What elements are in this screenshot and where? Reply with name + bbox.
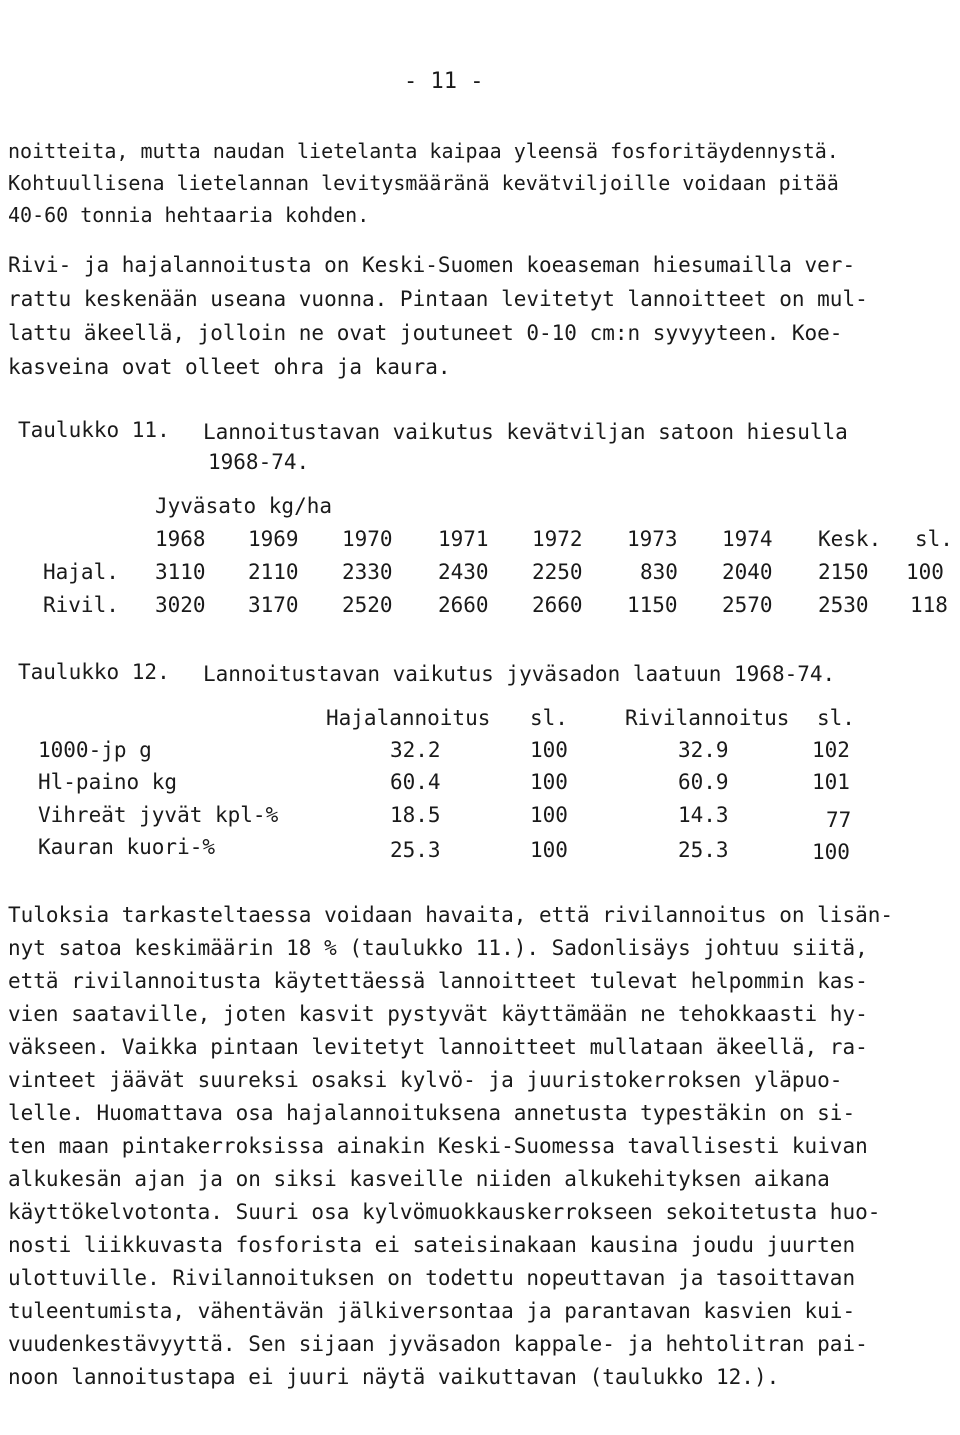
table-cell: 14.3 [678,803,729,827]
body-line: ulottuville. Rivilannoituksen on todettu nopeuttavan ja tasoittavan [8,1266,856,1290]
body-line: rattu keskenään useana vuonna. Pintaan levitetyt lannoitteet on mul- [8,287,868,311]
table-cell: 18.5 [390,803,441,827]
body-line: että rivilannoitusta käytettäessä lannoitteet tulevat helpommin kas- [8,969,868,993]
table-cell: 2520 [342,593,393,617]
table-cell: 2250 [532,560,583,584]
body-line: alkukesän ajan ja on siksi kasveille niiden alkukehityksen aikana [8,1167,830,1191]
table-header-cell: 1969 [248,527,299,551]
table-row-label: 1000-jp g [38,738,152,762]
table-cell: 3170 [248,593,299,617]
table-cell: 2040 [722,560,773,584]
table-header-cell: sl. [915,527,953,551]
table-12-title: Lannoitustavan vaikutus jyväsadon laatuun 1968-74. [203,662,836,686]
intro-line: Kohtuullisena lietelannan levitysmääränä kevätviljoille voidaan pitää [8,171,839,195]
table-cell: 2570 [722,593,773,617]
table-header-cell: sl. [530,706,568,730]
table-row-label: Rivil. [43,593,119,617]
body-line: väkseen. Vaikka pintaan levitetyt lannoitteet mullataan äkeellä, ra- [8,1035,868,1059]
table-cell: 2430 [438,560,489,584]
body-line: kasveina ovat olleet ohra ja kaura. [8,355,451,379]
table-header-cell: 1972 [532,527,583,551]
body-line: ten maan pintakerroksissa ainakin Keski-Suomessa tavallisesti kuivan [8,1134,868,1158]
table-header-cell: Kesk. [818,527,882,551]
table-cell: 3110 [155,560,206,584]
table-header-cell: 1968 [155,527,206,551]
table-cell: 100 [530,770,568,794]
table-cell: 32.9 [678,738,729,762]
body-line: lattu äkeellä, jolloin ne ovat joutuneet 0-10 cm:n syvyyteen. Koe- [8,321,843,345]
table-cell: 100 [530,838,568,862]
body-line: Rivi- ja hajalannoitusta on Keski-Suomen koeaseman hiesumailla ver- [8,253,856,277]
body-line: vuudenkestävyyttä. Sen sijaan jyväsadon kappale- ja hehtolitran pai- [8,1332,868,1356]
body-line: nosti liikkuvasta fosforista ei sateisinakaan kausina joudu juurten [8,1233,856,1257]
table-header-cell: 1973 [627,527,678,551]
table-cell: 2150 [818,560,869,584]
body-line: nyt satoa keskimäärin 18 % (taulukko 11.). Sadonlisäys johtuu siitä, [8,936,868,960]
table-12-label: Taulukko 12. [18,660,170,684]
intro-line: noitteita, mutta naudan lietelanta kaipaa yleensä fosforitäydennystä. [8,139,839,163]
table-cell: 101 [812,770,850,794]
table-cell: 100 [812,840,850,864]
table-cell: 118 [910,593,948,617]
intro-line: 40-60 tonnia hehtaaria kohden. [8,203,370,227]
table-row-label: Vihreät jyvät kpl-% [38,803,279,827]
table-cell: 2660 [438,593,489,617]
table-header-cell: Hajalannoitus [326,706,491,730]
page-number: - 11 - [404,69,484,94]
table-cell: 100 [530,738,568,762]
table-row-label: Hl-paino kg [38,770,178,794]
table-header-cell: 1970 [342,527,393,551]
table-11-title: Lannoitustavan vaikutus kevätviljan satoon hiesulla [203,420,848,444]
body-line: Tuloksia tarkasteltaessa voidaan havaita, että rivilannoitus on lisän- [8,903,894,927]
table-row-label: Kauran kuori-% [38,835,216,859]
table-cell: 100 [530,803,568,827]
table-header-cell: 1971 [438,527,489,551]
table-cell: 60.9 [678,770,729,794]
table-cell: 32.2 [390,738,441,762]
table-header-cell: Rivilannoitus [625,706,790,730]
table-cell: 2660 [532,593,583,617]
table-cell: 2330 [342,560,393,584]
table-cell: 2110 [248,560,299,584]
table-row-label: Hajal. [43,560,119,584]
table-cell: 77 [826,808,852,832]
table-cell: 60.4 [390,770,441,794]
table-cell: 25.3 [678,838,729,862]
body-line: tuleentumista, vähentävän jälkiversontaa ja parantavan kasvien kui- [8,1299,856,1323]
table-header-cell: 1974 [722,527,773,551]
table-header-cell: sl. [817,706,855,730]
body-line: vien saataville, joten kasvit pystyvät käyttämään ne tehokkaasti hy- [8,1002,868,1026]
body-line: käyttökelvotonta. Suuri osa kylvömuokkauskerrokseen sekoitetusta huo- [8,1200,881,1224]
table-cell: 100 [906,560,944,584]
body-line: lelle. Huomattava osa hajalannoituksena annetusta typestäkin on si- [8,1101,856,1125]
table-11-subtitle: Jyväsato kg/ha [155,494,333,518]
table-cell: 2530 [818,593,869,617]
table-cell: 25.3 [390,838,441,862]
table-cell: 102 [812,738,850,762]
table-11-title-years: 1968-74. [208,450,310,474]
table-cell: 3020 [155,593,206,617]
table-cell: 1150 [627,593,678,617]
body-line: noon lannoitustapa ei juuri näytä vaikuttavan (taulukko 12.). [8,1365,780,1389]
table-11-label: Taulukko 11. [18,418,170,442]
table-cell: 830 [640,560,678,584]
body-line: vinteet jäävät suureksi osaksi kylvö- ja juuristokerroksen yläpuo- [8,1068,843,1092]
